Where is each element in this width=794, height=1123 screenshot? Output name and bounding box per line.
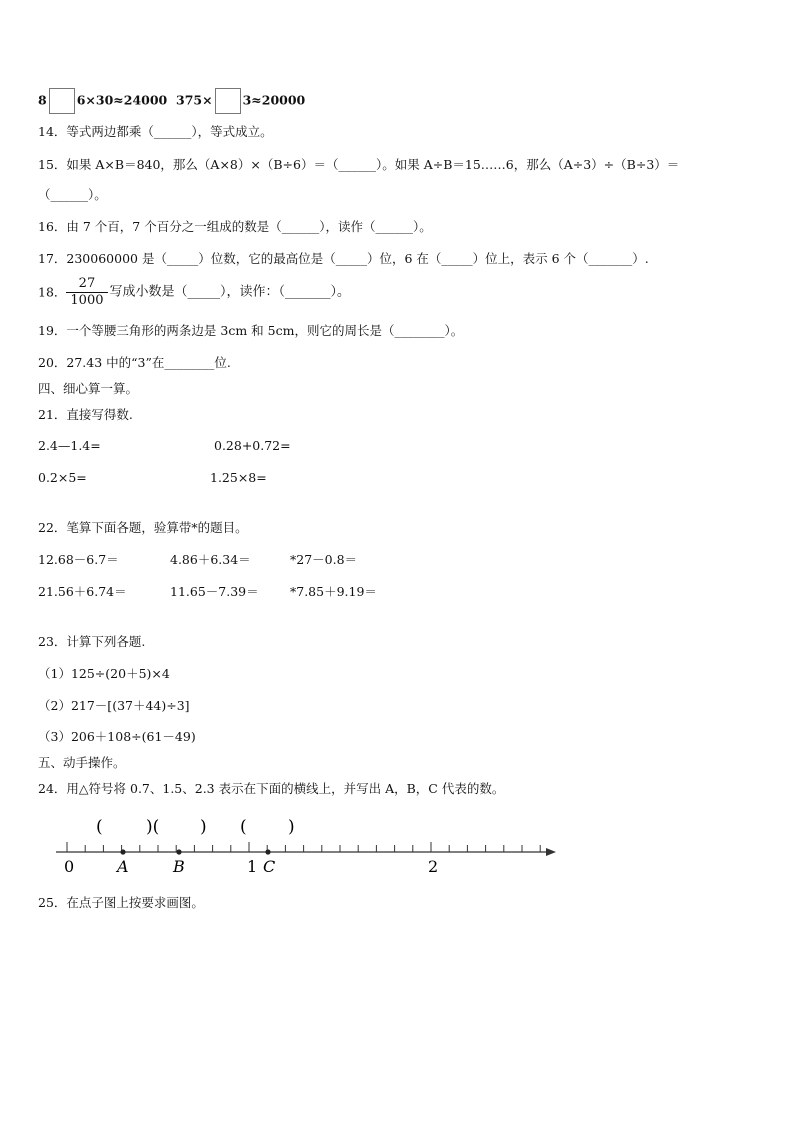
axis-number-label: 1 (247, 857, 258, 876)
question-18 (38, 276, 350, 309)
estimate-a-prefix: 8 (38, 92, 47, 108)
fraction-denominator: 1000 (70, 293, 104, 308)
fraction (66, 276, 107, 309)
paren-label: ) (288, 817, 295, 837)
estimate-b-suffix: 3≈20000 (242, 92, 306, 108)
estimation-row-b (176, 88, 305, 114)
q22-item: 12.68－6.7＝ (38, 552, 119, 567)
q22-item: 11.65－7.39＝ (170, 584, 259, 599)
point-dot (265, 849, 270, 854)
question-22-title: 22．笔算下面各题，验算带*的题目。 (38, 520, 248, 535)
estimate-b-prefix: 375× (176, 92, 213, 108)
q22-item: *7.85＋9.19＝ (290, 584, 377, 599)
number-line (0, 810, 794, 882)
section-4-heading: 四、细心算一算。 (38, 381, 139, 396)
question-25: 25．在点子图上按要求画图。 (38, 895, 204, 910)
tick-group (67, 842, 540, 852)
answer-box-b[interactable] (215, 88, 241, 114)
section-5-heading: 五、动手操作。 (38, 755, 126, 770)
q18-prefix: 18． (38, 284, 67, 300)
point-dot (176, 849, 181, 854)
paren-label: ( (96, 817, 103, 837)
question-17: 17．230060000 是（_____）位数，它的最高位是（_____）位，6 在（_____）位上，表示 6 个（_______）. (38, 251, 649, 266)
q21-item: 0.28+0.72= (214, 438, 291, 453)
q22-item: 21.56＋6.74＝ (38, 584, 127, 599)
question-24-title: 24．用△符号将 0.7、1.5、2.3 表示在下面的横线上，并写出 A，B，C 代表的数。 (38, 781, 505, 796)
point-label: A (117, 857, 129, 876)
axis-arrow-icon (546, 848, 556, 856)
paren-label: ) (200, 817, 207, 837)
point-dot (120, 849, 125, 854)
answer-box-a[interactable] (49, 88, 75, 114)
question-16: 16．由 7 个百，7 个百分之一组成的数是（______），读作（______）。 (38, 219, 432, 234)
q21-item: 2.4—1.4= (38, 438, 101, 453)
q18-suffix: 写成小数是（_____），读作：（_______）。 (109, 284, 351, 300)
question-14: 14．等式两边都乘（______），等式成立。 (38, 124, 273, 139)
fraction-numerator: 27 (66, 276, 107, 293)
q23-item: （2）217－[(37＋44)÷3] (38, 698, 190, 713)
estimation-row (38, 88, 167, 114)
question-20: 20．27.43 中的“3”在________位. (38, 355, 231, 370)
axis-number-label: 0 (64, 857, 75, 876)
q21-item: 1.25×8= (210, 470, 267, 485)
estimate-a-suffix: 6×30≈24000 (76, 92, 168, 108)
axis-number-label: 2 (428, 857, 439, 876)
question-23-title: 23．计算下列各题. (38, 634, 146, 649)
point-label: B (173, 857, 185, 876)
q23-item: （3）206＋108÷(61－49) (38, 729, 196, 744)
q22-item: 4.86＋6.34＝ (170, 552, 251, 567)
paren-label: )( (146, 817, 160, 837)
question-21-title: 21．直接写得数. (38, 407, 133, 422)
q21-item: 0.2×5= (38, 470, 87, 485)
q22-item: *27－0.8＝ (290, 552, 358, 567)
q23-item: （1）125÷(20＋5)×4 (38, 666, 170, 681)
question-19: 19．一个等腰三角形的两条边是 3cm 和 5cm，则它的周长是（________）。 (38, 323, 464, 338)
point-label: C (263, 857, 276, 876)
question-15-line1: 15．如果 A×B＝840，那么（A×8）×（B÷6）＝（______）。如果 A÷B＝15……6，那么（A÷3）÷（B÷3）＝ (38, 157, 680, 172)
paren-label: ( (240, 817, 247, 837)
question-15-line2: （______）。 (38, 187, 107, 202)
